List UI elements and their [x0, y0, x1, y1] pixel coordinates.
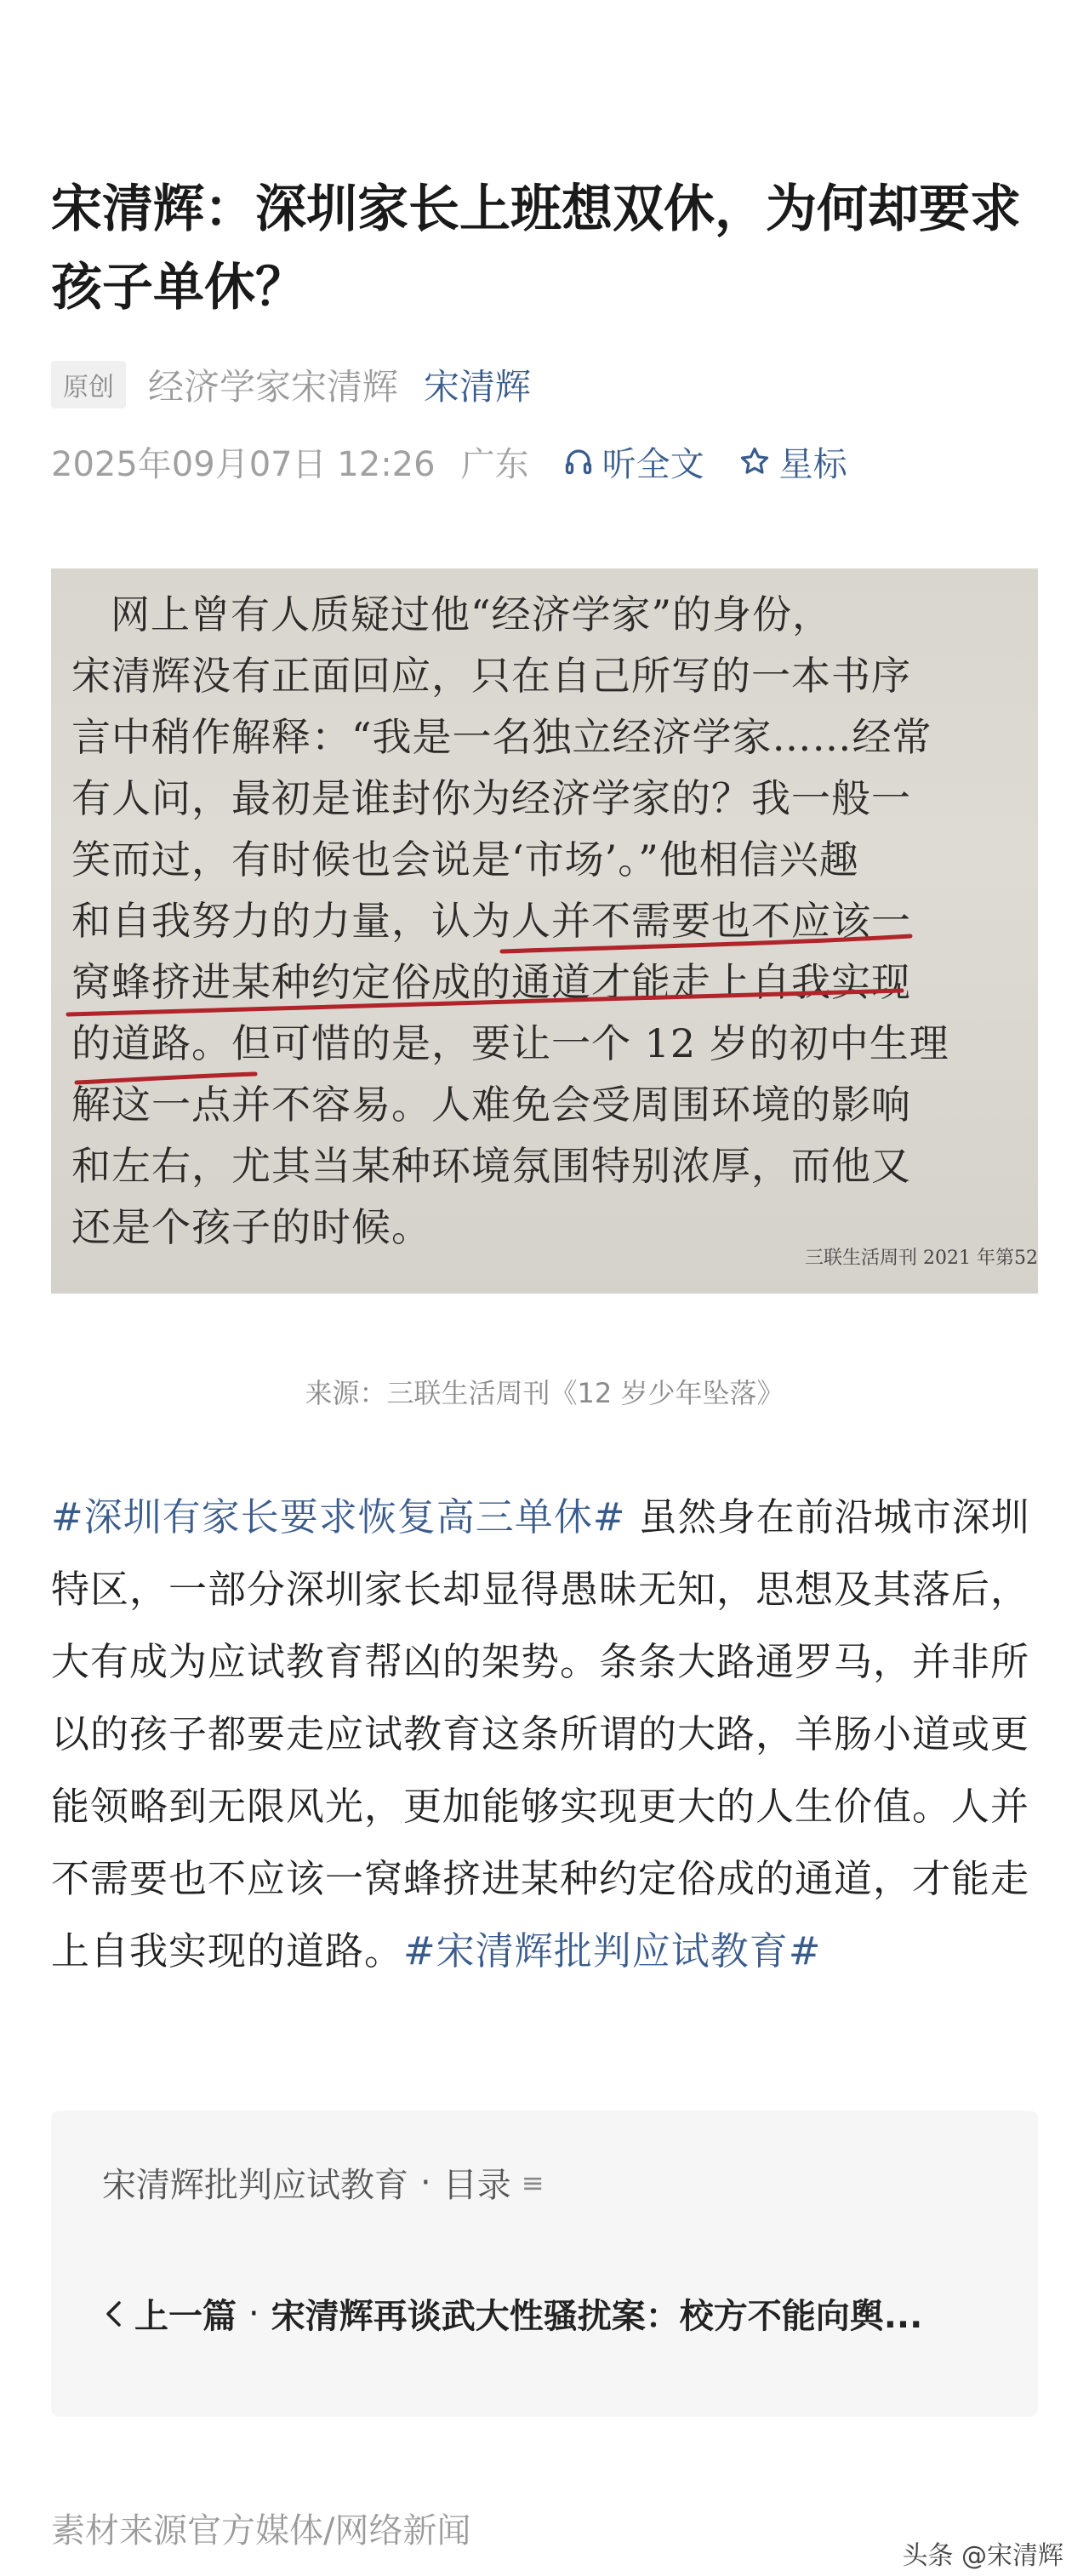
original-badge: 原创 — [51, 361, 126, 408]
photo-text-line: 言中稍作解释：“我是一名独立经济学家……经常 — [71, 714, 932, 760]
publish-location: 广东 — [460, 444, 529, 484]
scanned-page-image — [51, 568, 1038, 1294]
listen-label: 听全文 — [602, 444, 704, 484]
separator-dot: · — [420, 2162, 431, 2202]
material-source-note: 素材来源官方媒体/网络新闻 — [51, 2511, 471, 2550]
photo-text-line: 窝蜂挤进某种约定俗成的通道才能走上自我实现 — [71, 959, 911, 1005]
platform-watermark: 头条 @宋清辉 — [902, 2541, 1063, 2571]
catalog-dir-label: 目录 — [442, 2166, 511, 2205]
article-meta-time — [51, 436, 847, 487]
photo-text-line: 的道路。但可惜的是，要让一个 12 岁的初中生理 — [71, 1020, 949, 1066]
hashtag-link[interactable]: #深圳有家长要求恢复高三单休# — [51, 1494, 626, 1539]
article-title: 宋清辉：深圳家长上班想双休，为何却要求孩子单休？ — [51, 180, 1021, 317]
separator-dot: · — [248, 2293, 259, 2333]
photo-text-line: 宋清辉没有正面回应，只在自己所写的一本书序 — [71, 653, 911, 699]
series-catalog-card — [51, 2110, 1038, 2417]
publish-datetime: 2025年09月07日 12:26 — [51, 444, 436, 484]
star-button[interactable] — [738, 437, 847, 486]
photo-text-line: 和自我努力的力量，认为人并不需要也不应该一 — [71, 898, 911, 944]
list-icon: ≡ — [521, 2166, 544, 2199]
author-link[interactable]: 宋清辉 — [424, 366, 532, 408]
photo-source-footer: 三联生活周刊 2021 年第52 — [805, 1248, 1038, 1269]
listen-button[interactable] — [563, 437, 704, 486]
red-underline-marks — [51, 568, 1038, 1294]
photo-text-line: 笑而过，有时候也会说是‘市场’。”他相信兴趣 — [71, 837, 859, 882]
prev-label: 上一篇 — [134, 2297, 237, 2336]
photo-text-line: 有人问，最初是谁封你为经济学家的？我一般一 — [71, 775, 911, 821]
image-caption: 来源：三联生活周刊《12 岁少年坠落》 — [305, 1377, 784, 1409]
star-icon — [738, 445, 771, 477]
prev-title: 宋清辉再谈武大性骚扰案：校方不能向舆... — [271, 2297, 923, 2336]
body-paragraph: 虽然身在前沿城市深圳特区，一部分深圳家长却显得愚昧无知，思想及其落后，大有成为应试教育帮凶的架势。条条大路通罗马，并非所以的孩子都要走应试教育这条所谓的大路，羊肠小道或更能领略到无限风光，更加能够实现更大的人生价值。人并不需要也不应该一窝蜂挤进某种约定俗成的通道，才能走上自我实现的道路。 — [51, 1494, 1030, 1973]
star-label: 星标 — [778, 444, 847, 484]
headphones-icon — [563, 446, 594, 477]
photo-text-line: 和左右，尤其当某种环境氛围特别浓厚，而他又 — [71, 1143, 911, 1189]
photo-text-line: 解这一点并不容易。人难免会受周围环境的影响 — [71, 1082, 911, 1128]
account-name[interactable]: 经济学家宋清辉 — [148, 366, 399, 408]
photo-text-line: 网上曾有人质疑过他“经济学家”的身份， — [111, 591, 833, 637]
catalog-header[interactable] — [102, 2158, 544, 2207]
previous-article-link[interactable] — [102, 2289, 922, 2338]
chevron-left-icon — [102, 2299, 124, 2328]
photo-text-line: 还是个孩子的时候。 — [71, 1204, 431, 1250]
article-body — [51, 1481, 1046, 1987]
hashtag-link[interactable]: #宋清辉批判应试教育# — [403, 1928, 822, 1973]
catalog-series-name: 宋清辉批判应试教育 — [102, 2166, 408, 2205]
article-meta-author — [51, 359, 531, 410]
